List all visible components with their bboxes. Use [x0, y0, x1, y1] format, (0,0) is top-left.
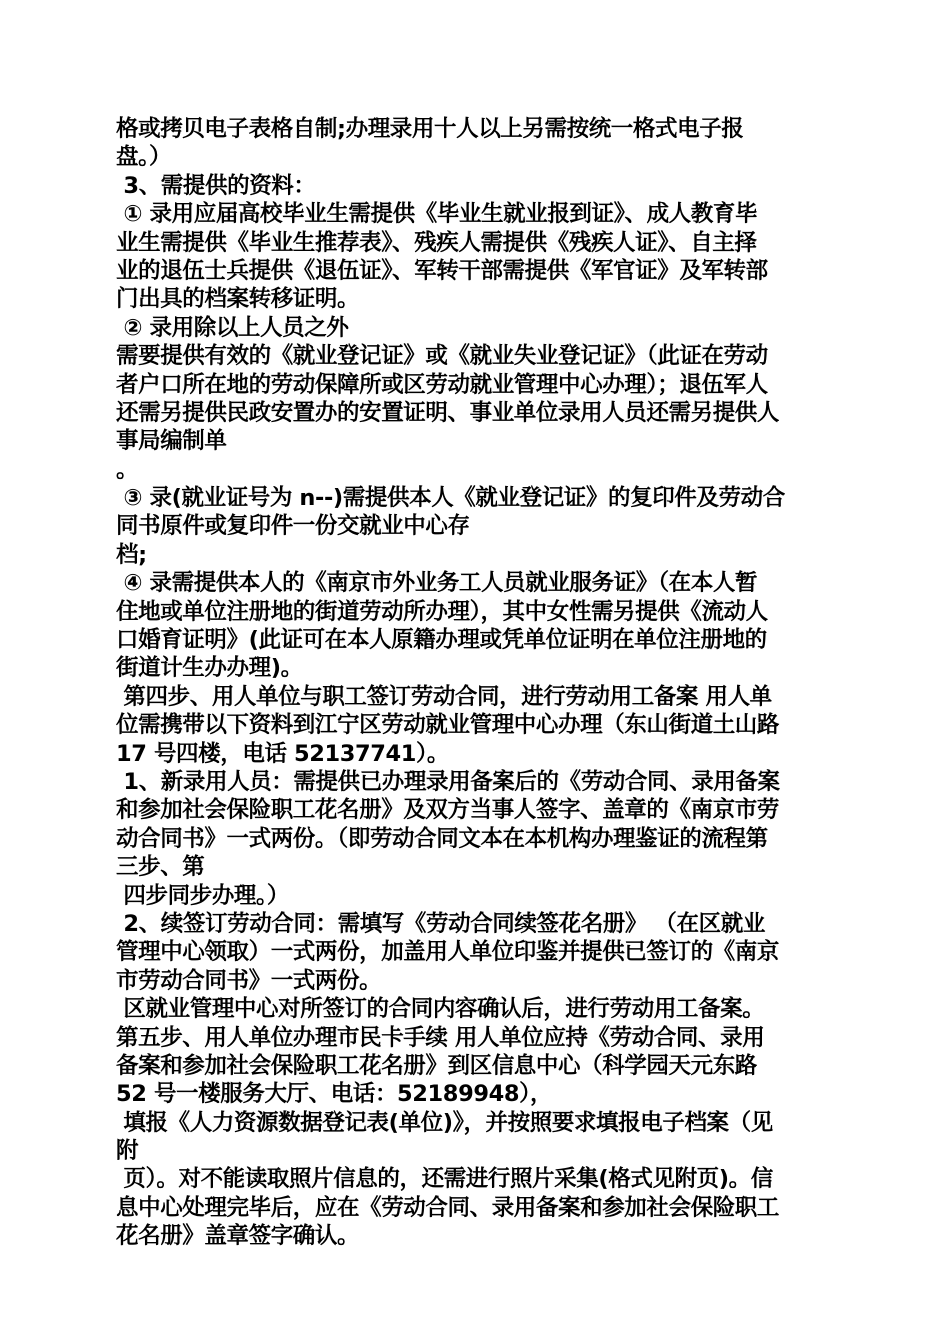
text-line: 页）。对不能读取照片信息的，还需进行照片采集(格式见附页)。信: [116, 1166, 773, 1193]
text-line: 区就业管理中心对所签订的合同内容确认后，进行劳动用工备案。: [116, 996, 765, 1023]
text-line: 填报《人力资源数据登记表(单位)》，并按照要求填报电子档案（见: [116, 1109, 773, 1136]
text-line: 四步同步办理。）: [116, 882, 289, 909]
text-line: 业生需提供《毕业生推荐表》、残疾人需提供《残疾人证》、自主择: [116, 229, 757, 256]
text-line: 花名册》盖章签字确认。: [116, 1223, 360, 1250]
text-line: 门出具的档案转移证明。: [116, 286, 360, 313]
text-line: ② 录用除以上人员之外: [116, 314, 349, 341]
text-line: 盘。）: [116, 144, 172, 171]
text-line: 52 号一楼服务大厅、电话：52189948），: [116, 1081, 553, 1108]
text-line: 市劳动合同书》一式两份。: [116, 967, 382, 994]
section-heading: 3、需提供的资料：: [116, 172, 316, 199]
text-line: 街道计生办办理)。: [116, 655, 303, 682]
text-line: 2、续签订劳动合同：需填写《劳动合同续签花名册》 （在区就业: [116, 910, 765, 937]
text-line: 附: [116, 1138, 139, 1165]
text-line: 业的退伍士兵提供《退伍证》、军转干部需提供《军官证》及军转部: [116, 257, 768, 284]
text-line: 住地或单位注册地的街道劳动所办理），其中女性需另提供《流动人: [116, 598, 768, 625]
text-line: 。: [116, 456, 139, 483]
text-line: 备案和参加社会保险职工花名册》到区信息中心（科学园天元东路: [116, 1052, 757, 1079]
text-line: 者户口所在地的劳动保障所或区劳动就业管理中心办理）；退伍军人: [116, 371, 768, 398]
text-line: 和参加社会保险职工花名册》及双方当事人签字、盖章的《南京市劳: [116, 797, 780, 824]
text-line: 息中心处理完毕后，应在《劳动合同、录用备案和参加社会保险职工: [116, 1194, 780, 1221]
step-heading: 第四步、用人单位与职工签订劳动合同，进行劳动用工备案 用人单: [116, 683, 772, 710]
step-heading: 第五步、用人单位办理市民卡手续 用人单位应持《劳动合同、录用: [116, 1024, 765, 1051]
text-line: ③ 录(就业证号为 n--)需提供本人《就业登记证》的复印件及劳动合: [116, 485, 785, 512]
text-line: 档;: [116, 541, 147, 568]
text-line: 需要提供有效的《就业登记证》或《就业失业登记证》（此证在劳动: [116, 343, 768, 370]
text-line: 管理中心领取）一式两份，加盖用人单位印鉴并提供已签订的《南京: [116, 939, 780, 966]
text-line: 17 号四楼，电话 52137741）。: [116, 740, 449, 767]
text-line: 位需携带以下资料到江宁区劳动就业管理中心办理（东山街道土山路: [116, 712, 780, 739]
text-line: ① 录用应届高校毕业生需提供《毕业生就业报到证》、成人教育毕: [116, 201, 758, 228]
text-line: ④ 录需提供本人的《南京市外业务工人员就业服务证》（在本人暂: [116, 570, 758, 597]
text-line: 口婚育证明》(此证可在本人原籍办理或凭单位证明在单位注册地的: [116, 627, 767, 654]
text-line: 格或拷贝电子表格自制;办理录用十人以上另需按统一格式电子报: [116, 116, 744, 142]
text-line: 事局编制单: [116, 428, 227, 455]
document-body: [116, 115, 846, 1251]
text-line: 动合同书》一式两份。（即劳动合同文本在本机构办理鉴证的流程第: [116, 825, 768, 852]
text-line: 1、新录用人员：需提供已办理录用备案后的《劳动合同、录用备案: [116, 768, 780, 795]
text-line: 三步、第: [116, 854, 205, 881]
text-line: 同书原件或复印件一份交就业中心存: [116, 513, 470, 540]
text-line: 还需另提供民政安置办的安置证明、事业单位录用人员还需另提供人: [116, 399, 780, 426]
